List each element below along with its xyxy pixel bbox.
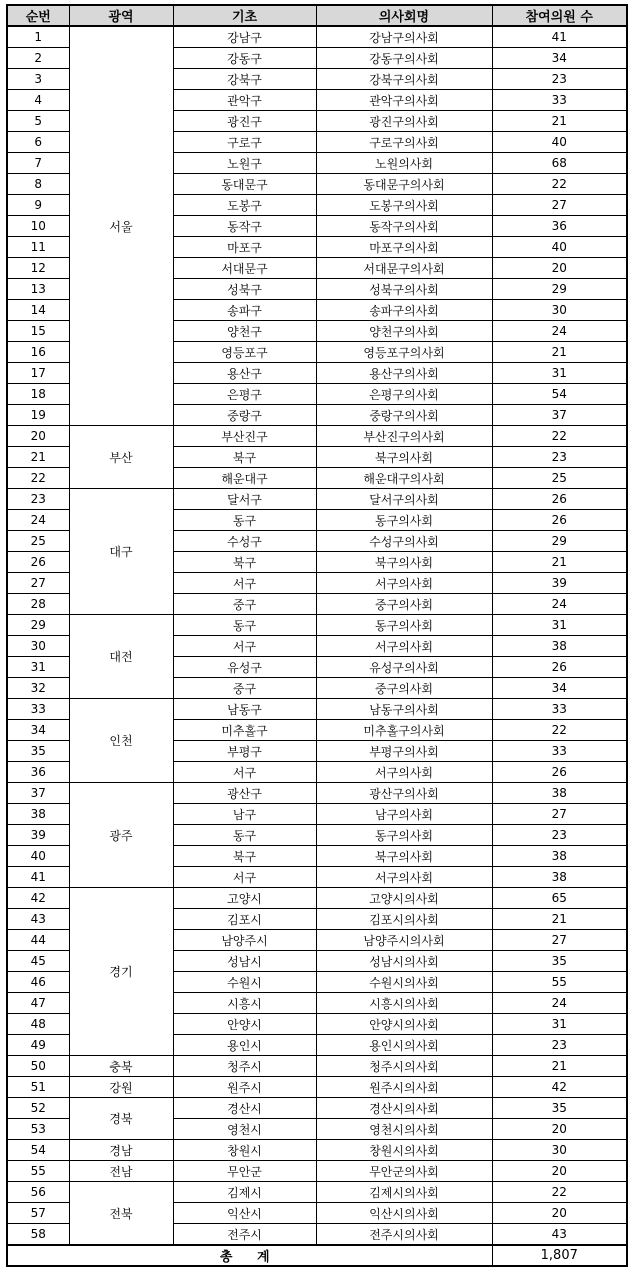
- row-council: 동작구의사회: [316, 216, 492, 237]
- row-district: 영등포구: [173, 342, 316, 363]
- row-district: 청주시: [173, 1056, 316, 1077]
- row-council: 남양주시의사회: [316, 930, 492, 951]
- row-district: 영천시: [173, 1119, 316, 1140]
- row-district: 유성구: [173, 657, 316, 678]
- row-district: 구로구: [173, 132, 316, 153]
- row-members: 24: [492, 594, 627, 615]
- row-members: 38: [492, 867, 627, 888]
- row-members: 21: [492, 1056, 627, 1077]
- row-no: 12: [7, 258, 69, 279]
- row-district: 강남구: [173, 26, 316, 48]
- table-row: [7, 489, 627, 510]
- row-council: 김포시의사회: [316, 909, 492, 930]
- row-no: 47: [7, 993, 69, 1014]
- row-council: 중구의사회: [316, 594, 492, 615]
- row-council: 해운대구의사회: [316, 468, 492, 489]
- table-row: [7, 1056, 627, 1077]
- row-members: 23: [492, 447, 627, 468]
- row-members: 31: [492, 615, 627, 636]
- row-no: 21: [7, 447, 69, 468]
- table-row: [7, 783, 627, 804]
- table-row: [7, 1161, 627, 1182]
- row-members: 26: [492, 510, 627, 531]
- row-members: 20: [492, 1203, 627, 1224]
- row-members: 22: [492, 174, 627, 195]
- row-no: 34: [7, 720, 69, 741]
- row-region: 대전: [69, 615, 173, 699]
- row-members: 68: [492, 153, 627, 174]
- row-district: 남양주시: [173, 930, 316, 951]
- row-no: 5: [7, 111, 69, 132]
- row-members: 33: [492, 699, 627, 720]
- row-council: 서대문구의사회: [316, 258, 492, 279]
- header-district: 기초: [173, 5, 316, 26]
- row-no: 11: [7, 237, 69, 258]
- row-district: 강동구: [173, 48, 316, 69]
- row-council: 북구의사회: [316, 552, 492, 573]
- row-no: 54: [7, 1140, 69, 1161]
- row-council: 중구의사회: [316, 678, 492, 699]
- row-region: 인천: [69, 699, 173, 783]
- row-members: 20: [492, 1119, 627, 1140]
- row-no: 49: [7, 1035, 69, 1056]
- row-council: 동구의사회: [316, 615, 492, 636]
- row-no: 24: [7, 510, 69, 531]
- row-members: 21: [492, 552, 627, 573]
- header-no: 순번: [7, 5, 69, 26]
- row-members: 39: [492, 573, 627, 594]
- row-district: 노원구: [173, 153, 316, 174]
- row-district: 용산구: [173, 363, 316, 384]
- row-council: 서구의사회: [316, 636, 492, 657]
- row-no: 26: [7, 552, 69, 573]
- total-value: 1,807: [492, 1245, 627, 1266]
- row-district: 김포시: [173, 909, 316, 930]
- row-no: 19: [7, 405, 69, 426]
- header-council: 의사회명: [316, 5, 492, 26]
- row-no: 6: [7, 132, 69, 153]
- row-district: 중구: [173, 678, 316, 699]
- row-no: 1: [7, 26, 69, 48]
- row-no: 7: [7, 153, 69, 174]
- row-council: 은평구의사회: [316, 384, 492, 405]
- row-no: 18: [7, 384, 69, 405]
- row-district: 용인시: [173, 1035, 316, 1056]
- row-members: 31: [492, 363, 627, 384]
- row-district: 김제시: [173, 1182, 316, 1203]
- row-district: 남구: [173, 804, 316, 825]
- row-members: 26: [492, 762, 627, 783]
- row-district: 강북구: [173, 69, 316, 90]
- row-district: 부산진구: [173, 426, 316, 447]
- row-council: 강동구의사회: [316, 48, 492, 69]
- row-members: 43: [492, 1224, 627, 1246]
- row-district: 양천구: [173, 321, 316, 342]
- row-council: 광진구의사회: [316, 111, 492, 132]
- table-row: [7, 426, 627, 447]
- table-row: [7, 699, 627, 720]
- row-members: 33: [492, 741, 627, 762]
- row-council: 김제시의사회: [316, 1182, 492, 1203]
- row-no: 37: [7, 783, 69, 804]
- row-no: 9: [7, 195, 69, 216]
- row-district: 고양시: [173, 888, 316, 909]
- row-members: 21: [492, 909, 627, 930]
- row-district: 달서구: [173, 489, 316, 510]
- row-district: 광진구: [173, 111, 316, 132]
- row-council: 동구의사회: [316, 825, 492, 846]
- row-council: 광산구의사회: [316, 783, 492, 804]
- row-no: 51: [7, 1077, 69, 1098]
- row-district: 시흥시: [173, 993, 316, 1014]
- row-members: 27: [492, 804, 627, 825]
- row-region: 전북: [69, 1182, 173, 1246]
- row-council: 유성구의사회: [316, 657, 492, 678]
- row-district: 동구: [173, 510, 316, 531]
- header-members: 참여의원 수: [492, 5, 627, 26]
- row-no: 46: [7, 972, 69, 993]
- row-council: 관악구의사회: [316, 90, 492, 111]
- row-no: 27: [7, 573, 69, 594]
- row-no: 39: [7, 825, 69, 846]
- row-council: 마포구의사회: [316, 237, 492, 258]
- row-members: 35: [492, 1098, 627, 1119]
- row-council: 고양시의사회: [316, 888, 492, 909]
- table-row: [7, 1182, 627, 1203]
- row-district: 성북구: [173, 279, 316, 300]
- table-row: [7, 1140, 627, 1161]
- row-council: 익산시의사회: [316, 1203, 492, 1224]
- council-participation-table-wrapper: [6, 4, 628, 1267]
- row-district: 수원시: [173, 972, 316, 993]
- row-members: 29: [492, 279, 627, 300]
- row-region: 전남: [69, 1161, 173, 1182]
- row-council: 도봉구의사회: [316, 195, 492, 216]
- total-row: [7, 1245, 627, 1266]
- row-members: 21: [492, 111, 627, 132]
- row-council: 영천시의사회: [316, 1119, 492, 1140]
- row-members: 27: [492, 930, 627, 951]
- row-district: 서대문구: [173, 258, 316, 279]
- row-members: 41: [492, 26, 627, 48]
- row-council: 무안군의사회: [316, 1161, 492, 1182]
- row-district: 부평구: [173, 741, 316, 762]
- row-no: 33: [7, 699, 69, 720]
- row-no: 36: [7, 762, 69, 783]
- row-council: 안양시의사회: [316, 1014, 492, 1035]
- row-no: 57: [7, 1203, 69, 1224]
- row-members: 22: [492, 1182, 627, 1203]
- row-council: 성북구의사회: [316, 279, 492, 300]
- row-region: 경기: [69, 888, 173, 1056]
- row-district: 도봉구: [173, 195, 316, 216]
- row-council: 시흥시의사회: [316, 993, 492, 1014]
- row-no: 2: [7, 48, 69, 69]
- row-district: 익산시: [173, 1203, 316, 1224]
- table-body: [7, 26, 627, 1245]
- row-district: 서구: [173, 867, 316, 888]
- row-no: 13: [7, 279, 69, 300]
- row-no: 58: [7, 1224, 69, 1246]
- row-council: 구로구의사회: [316, 132, 492, 153]
- row-no: 8: [7, 174, 69, 195]
- row-district: 서구: [173, 762, 316, 783]
- row-members: 23: [492, 69, 627, 90]
- row-council: 서구의사회: [316, 762, 492, 783]
- row-members: 54: [492, 384, 627, 405]
- row-members: 40: [492, 237, 627, 258]
- row-council: 창원시의사회: [316, 1140, 492, 1161]
- row-council: 부산진구의사회: [316, 426, 492, 447]
- row-district: 광산구: [173, 783, 316, 804]
- table-row: [7, 615, 627, 636]
- council-participation-table: [6, 4, 628, 1267]
- row-members: 22: [492, 720, 627, 741]
- row-members: 33: [492, 90, 627, 111]
- row-members: 34: [492, 48, 627, 69]
- row-no: 3: [7, 69, 69, 90]
- row-members: 21: [492, 342, 627, 363]
- row-no: 32: [7, 678, 69, 699]
- row-district: 중랑구: [173, 405, 316, 426]
- row-council: 전주시의사회: [316, 1224, 492, 1246]
- row-district: 수성구: [173, 531, 316, 552]
- row-council: 경산시의사회: [316, 1098, 492, 1119]
- row-members: 38: [492, 783, 627, 804]
- row-council: 송파구의사회: [316, 300, 492, 321]
- row-members: 36: [492, 216, 627, 237]
- row-district: 은평구: [173, 384, 316, 405]
- row-no: 45: [7, 951, 69, 972]
- row-members: 23: [492, 825, 627, 846]
- total-label: 총 계: [7, 1245, 492, 1266]
- row-council: 동구의사회: [316, 510, 492, 531]
- row-district: 무안군: [173, 1161, 316, 1182]
- row-no: 14: [7, 300, 69, 321]
- row-council: 부평구의사회: [316, 741, 492, 762]
- row-members: 25: [492, 468, 627, 489]
- row-members: 34: [492, 678, 627, 699]
- row-district: 마포구: [173, 237, 316, 258]
- row-district: 남동구: [173, 699, 316, 720]
- row-members: 38: [492, 636, 627, 657]
- row-members: 24: [492, 321, 627, 342]
- row-region: 경남: [69, 1140, 173, 1161]
- row-district: 원주시: [173, 1077, 316, 1098]
- row-district: 북구: [173, 447, 316, 468]
- row-no: 52: [7, 1098, 69, 1119]
- row-region: 대구: [69, 489, 173, 615]
- row-no: 40: [7, 846, 69, 867]
- row-no: 23: [7, 489, 69, 510]
- row-council: 남동구의사회: [316, 699, 492, 720]
- row-no: 28: [7, 594, 69, 615]
- row-members: 20: [492, 258, 627, 279]
- row-no: 20: [7, 426, 69, 447]
- row-no: 22: [7, 468, 69, 489]
- row-no: 56: [7, 1182, 69, 1203]
- row-district: 경산시: [173, 1098, 316, 1119]
- row-council: 수원시의사회: [316, 972, 492, 993]
- table-row: [7, 26, 627, 48]
- row-members: 35: [492, 951, 627, 972]
- row-no: 10: [7, 216, 69, 237]
- row-district: 안양시: [173, 1014, 316, 1035]
- row-no: 48: [7, 1014, 69, 1035]
- row-members: 26: [492, 489, 627, 510]
- row-district: 미추홀구: [173, 720, 316, 741]
- row-council: 양천구의사회: [316, 321, 492, 342]
- row-council: 강북구의사회: [316, 69, 492, 90]
- row-members: 37: [492, 405, 627, 426]
- row-members: 26: [492, 657, 627, 678]
- row-no: 55: [7, 1161, 69, 1182]
- row-no: 4: [7, 90, 69, 111]
- row-district: 중구: [173, 594, 316, 615]
- row-region: 광주: [69, 783, 173, 888]
- table-row: [7, 1098, 627, 1119]
- table-row: [7, 1077, 627, 1098]
- row-members: 38: [492, 846, 627, 867]
- row-members: 20: [492, 1161, 627, 1182]
- row-council: 달서구의사회: [316, 489, 492, 510]
- row-no: 25: [7, 531, 69, 552]
- row-council: 노원의사회: [316, 153, 492, 174]
- row-district: 동작구: [173, 216, 316, 237]
- row-no: 17: [7, 363, 69, 384]
- row-no: 43: [7, 909, 69, 930]
- row-council: 중랑구의사회: [316, 405, 492, 426]
- row-no: 53: [7, 1119, 69, 1140]
- row-district: 관악구: [173, 90, 316, 111]
- header-row: [7, 5, 627, 26]
- row-members: 55: [492, 972, 627, 993]
- row-council: 북구의사회: [316, 846, 492, 867]
- row-region: 경북: [69, 1098, 173, 1140]
- row-council: 성남시의사회: [316, 951, 492, 972]
- row-members: 31: [492, 1014, 627, 1035]
- row-no: 42: [7, 888, 69, 909]
- row-region: 강원: [69, 1077, 173, 1098]
- row-members: 30: [492, 1140, 627, 1161]
- row-district: 동구: [173, 825, 316, 846]
- row-council: 강남구의사회: [316, 26, 492, 48]
- row-no: 30: [7, 636, 69, 657]
- row-district: 동구: [173, 615, 316, 636]
- row-members: 42: [492, 1077, 627, 1098]
- row-members: 24: [492, 993, 627, 1014]
- row-council: 원주시의사회: [316, 1077, 492, 1098]
- row-members: 27: [492, 195, 627, 216]
- row-district: 해운대구: [173, 468, 316, 489]
- row-council: 동대문구의사회: [316, 174, 492, 195]
- row-members: 65: [492, 888, 627, 909]
- row-no: 41: [7, 867, 69, 888]
- row-no: 29: [7, 615, 69, 636]
- row-no: 35: [7, 741, 69, 762]
- table-row: [7, 888, 627, 909]
- row-no: 16: [7, 342, 69, 363]
- row-district: 송파구: [173, 300, 316, 321]
- row-region: 충북: [69, 1056, 173, 1077]
- row-members: 22: [492, 426, 627, 447]
- row-council: 수성구의사회: [316, 531, 492, 552]
- row-members: 30: [492, 300, 627, 321]
- row-district: 북구: [173, 552, 316, 573]
- row-district: 동대문구: [173, 174, 316, 195]
- row-district: 성남시: [173, 951, 316, 972]
- row-no: 31: [7, 657, 69, 678]
- row-no: 50: [7, 1056, 69, 1077]
- row-council: 미추홀구의사회: [316, 720, 492, 741]
- row-council: 북구의사회: [316, 447, 492, 468]
- row-region: 부산: [69, 426, 173, 489]
- row-no: 15: [7, 321, 69, 342]
- row-council: 남구의사회: [316, 804, 492, 825]
- row-council: 청주시의사회: [316, 1056, 492, 1077]
- row-district: 전주시: [173, 1224, 316, 1246]
- row-members: 29: [492, 531, 627, 552]
- row-district: 창원시: [173, 1140, 316, 1161]
- row-council: 서구의사회: [316, 573, 492, 594]
- row-members: 40: [492, 132, 627, 153]
- row-council: 용인시의사회: [316, 1035, 492, 1056]
- row-district: 북구: [173, 846, 316, 867]
- row-district: 서구: [173, 573, 316, 594]
- row-members: 23: [492, 1035, 627, 1056]
- row-council: 서구의사회: [316, 867, 492, 888]
- header-region: 광역: [69, 5, 173, 26]
- row-council: 용산구의사회: [316, 363, 492, 384]
- row-region: 서울: [69, 26, 173, 426]
- row-district: 서구: [173, 636, 316, 657]
- row-no: 44: [7, 930, 69, 951]
- row-no: 38: [7, 804, 69, 825]
- row-council: 영등포구의사회: [316, 342, 492, 363]
